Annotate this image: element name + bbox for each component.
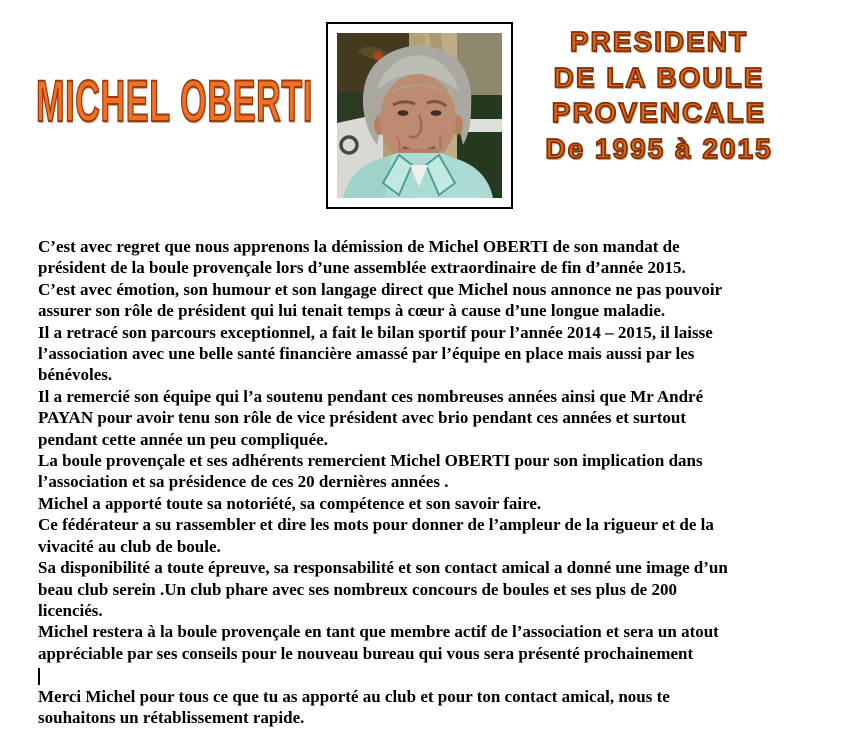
body-line[interactable]: pendant cette année un peu compliquée.: [38, 429, 328, 449]
right-title-line: De 1995 à 2015: [545, 132, 773, 164]
body-line[interactable]: Il a retracé son parcours exceptionnel, a fait le bilan sportif pour l’année 2014 – 2015, il laisse: [38, 322, 713, 342]
photo-frame[interactable]: [326, 22, 513, 209]
body-line[interactable]: l’association avec une belle santé financière amassé par l’équipe en place mais aussi par les: [38, 344, 695, 364]
right-title-line: PROVENCALE: [551, 97, 767, 128]
body-line[interactable]: assurer son rôle de président qui lui tenait temps à cœur à cause d’une longue maladie.: [38, 301, 666, 321]
right-title-line: PRESIDENT: [569, 26, 749, 57]
title-michel-oberti[interactable]: MICHEL OBERTI: [36, 69, 314, 134]
body-line[interactable]: Michel restera à la boule provençale en tant que membre actif de l’association et sera un atout: [38, 622, 719, 642]
portrait-photo: [337, 33, 502, 198]
body-line[interactable]: appréciable par ses conseils pour le nouveau bureau qui vous sera présenté prochainement: [38, 643, 694, 663]
article-text[interactable]: [38, 236, 834, 728]
body-line[interactable]: La boule provençale et ses adhérents remercient Michel OBERTI pour son implication dans: [38, 451, 703, 471]
body-line[interactable]: C’est avec émotion, son humour et son langage direct que Michel nous annonce ne pas pouvoir: [38, 279, 723, 299]
body-line[interactable]: C’est avec regret que nous apprenons la démission de Michel OBERTI de son mandat de: [38, 237, 680, 256]
body-line[interactable]: vivacité au club de boule.: [38, 536, 221, 556]
right-title-line: DE LA BOULE: [553, 61, 765, 93]
body-line-empty[interactable]: [38, 664, 834, 685]
body-line[interactable]: président de la boule provençale lors d’une assemblée extraordinaire de fin d’année 2015.: [38, 258, 686, 278]
body-line[interactable]: Michel a apporté toute sa notoriété, sa compétence et son savoir faire.: [38, 493, 542, 513]
text-cursor: [38, 668, 40, 685]
body-line[interactable]: bénévoles.: [38, 365, 113, 385]
body-line[interactable]: licenciés.: [38, 600, 103, 620]
body-line[interactable]: l’association et sa présidence de ces 20 dernières années .: [38, 472, 449, 492]
body-line[interactable]: beau club serein .Un club phare avec ses nombreux concours de boules et ses plus de 200: [38, 579, 677, 599]
title-president-boule-provencale[interactable]: [530, 24, 788, 166]
body-line[interactable]: Merci Michel pour tous ce que tu as apporté au club et pour ton contact amical, nous te: [38, 686, 670, 706]
body-line[interactable]: PAYAN pour avoir tenu son rôle de vice président avec brio pendant ces années et surtout: [38, 408, 687, 428]
body-line[interactable]: Il a remercié son équipe qui l’a soutenu pendant ces nombreuses années ainsi que Mr André: [38, 386, 704, 406]
body-line[interactable]: souhaitons un rétablissement rapide.: [38, 707, 305, 727]
body-line[interactable]: Sa disponibilité a toute épreuve, sa responsabilité et son contact amical a donné une image d’un: [38, 558, 728, 578]
body-line[interactable]: Ce fédérateur a su rassembler et dire les mots pour donner de l’ampleur de la rigueur et de la: [38, 515, 714, 535]
